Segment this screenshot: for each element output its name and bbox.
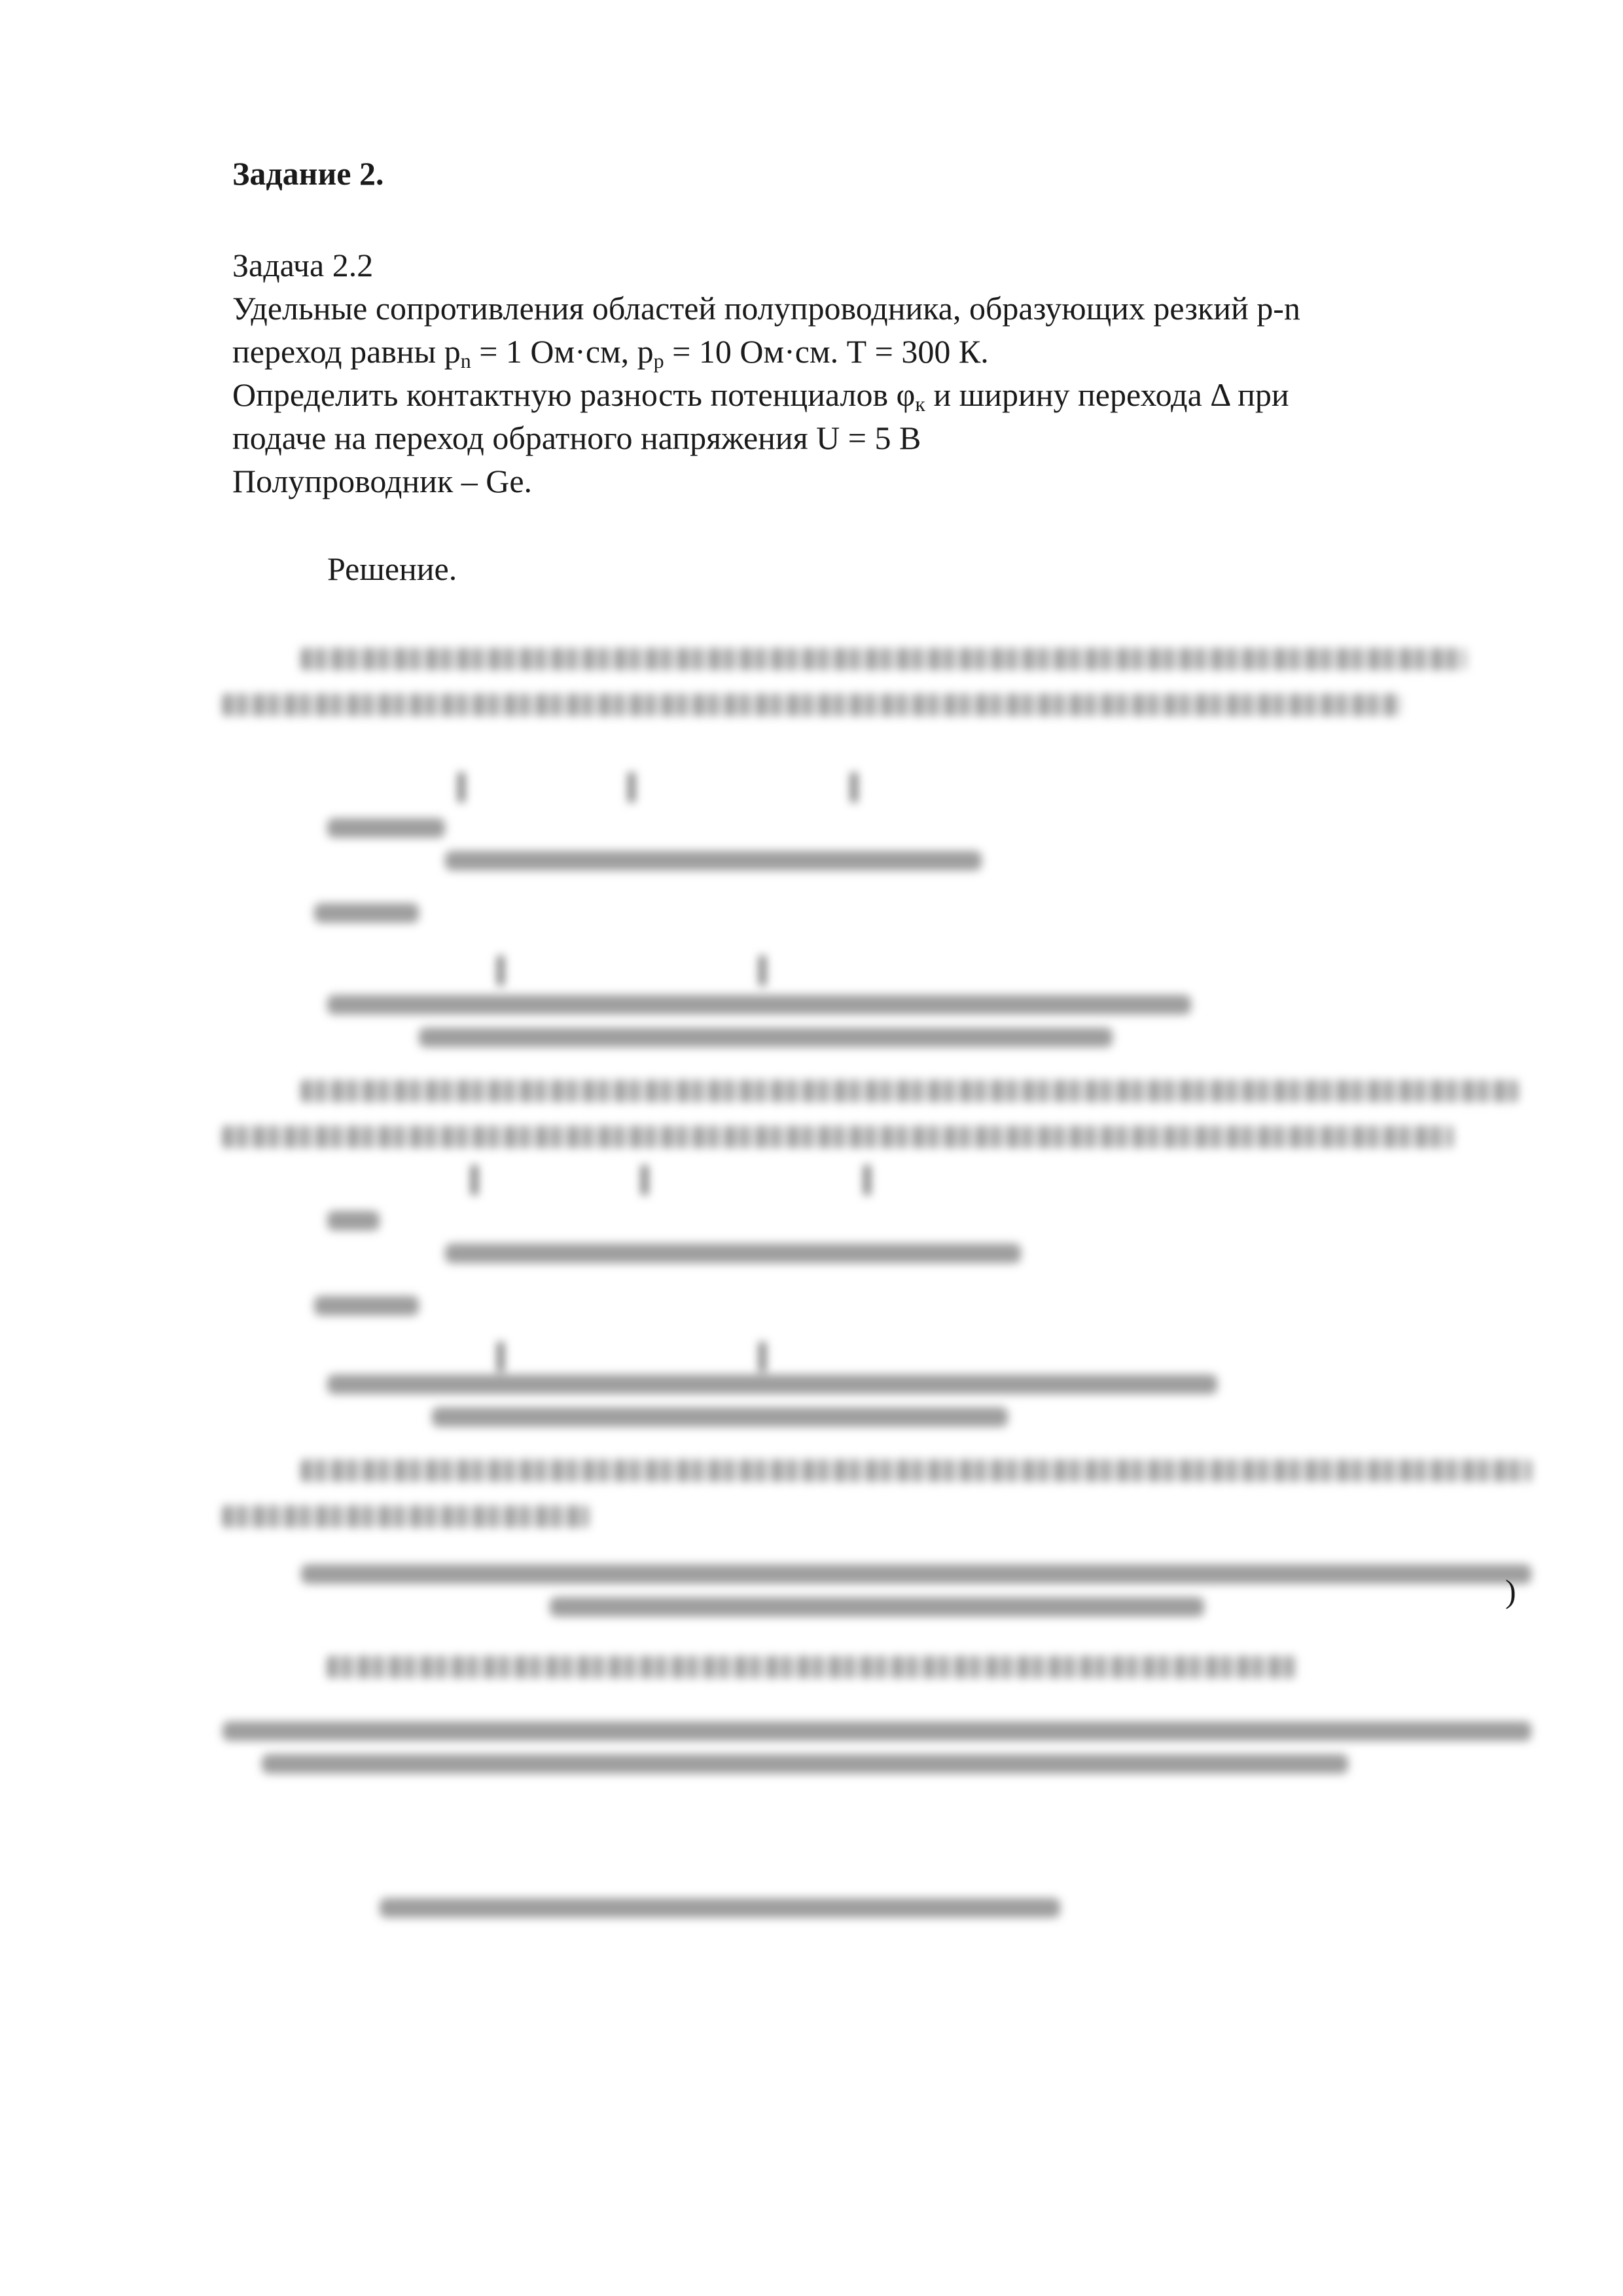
blurred-formula-mark <box>497 1342 504 1372</box>
blurred-text-line <box>223 1505 589 1528</box>
blurred-formula-mark <box>497 956 504 986</box>
blurred-formula-mark <box>327 1211 380 1230</box>
blurred-text-line <box>301 1080 1518 1102</box>
task-line-4: подаче на переход обратного напряжения U = 5 В <box>232 420 921 456</box>
blurred-text-word <box>314 1296 419 1316</box>
blurred-formula-mark <box>419 1028 1113 1047</box>
blurred-formula-mark <box>327 995 1191 1014</box>
task-statement <box>232 243 1508 503</box>
solution-label: Решение. <box>327 550 457 587</box>
blurred-text-line <box>223 694 1400 716</box>
blurred-formula-mark <box>641 1165 648 1195</box>
blurred-text-line <box>223 1126 1453 1148</box>
blurred-formula-mark <box>432 1407 1008 1427</box>
blurred-formula-mark <box>550 1597 1204 1617</box>
blurred-formula-mark <box>759 1342 766 1372</box>
blurred-formula-mark <box>223 1721 1531 1741</box>
blurred-text-line <box>301 648 1466 670</box>
task-line-2: переход равны $p_n = 1$ Ом·см, $p_p = 10$ Ом·см. Т = 300 К. <box>232 333 989 372</box>
task-line-3: Определить контактную разность потенциалов $\varphi_к$ и ширину перехода Δ при <box>232 376 1289 416</box>
blurred-formula-mark <box>262 1754 1348 1774</box>
trailing-parenthesis: ) <box>1505 1573 1516 1609</box>
blurred-formula-mark <box>864 1165 870 1195</box>
blurred-text-line <box>327 1656 1296 1678</box>
blurred-formula-mark <box>458 772 465 802</box>
blurred-formula-mark <box>471 1165 478 1195</box>
blurred-formula-mark <box>851 772 857 802</box>
blurred-formula-mark <box>301 1564 1531 1584</box>
task-line-1: Удельные сопротивления областей полупроводника, образующих резкий p-n <box>232 290 1300 327</box>
blurred-formula-mark <box>628 772 635 802</box>
subscript-p: p <box>653 349 664 372</box>
blurred-formula-mark <box>327 1374 1217 1394</box>
blurred-formula-mark <box>759 956 766 986</box>
task-number: Задача 2.2 <box>232 247 374 283</box>
blurred-formula-mark <box>327 818 445 838</box>
blurred-text-line <box>301 1460 1531 1482</box>
assignment-heading: Задание 2. <box>232 155 384 192</box>
blurred-formula-mark <box>445 1244 1021 1263</box>
blurred-text-word <box>314 903 419 923</box>
task-line-5: Полупроводник – Ge. <box>232 463 533 499</box>
blurred-solution-body <box>223 628 1544 1990</box>
subscript-k: к <box>915 392 925 416</box>
blurred-answer <box>380 1898 1060 1918</box>
subscript-n: n <box>460 349 471 372</box>
blurred-formula-mark <box>445 851 982 870</box>
